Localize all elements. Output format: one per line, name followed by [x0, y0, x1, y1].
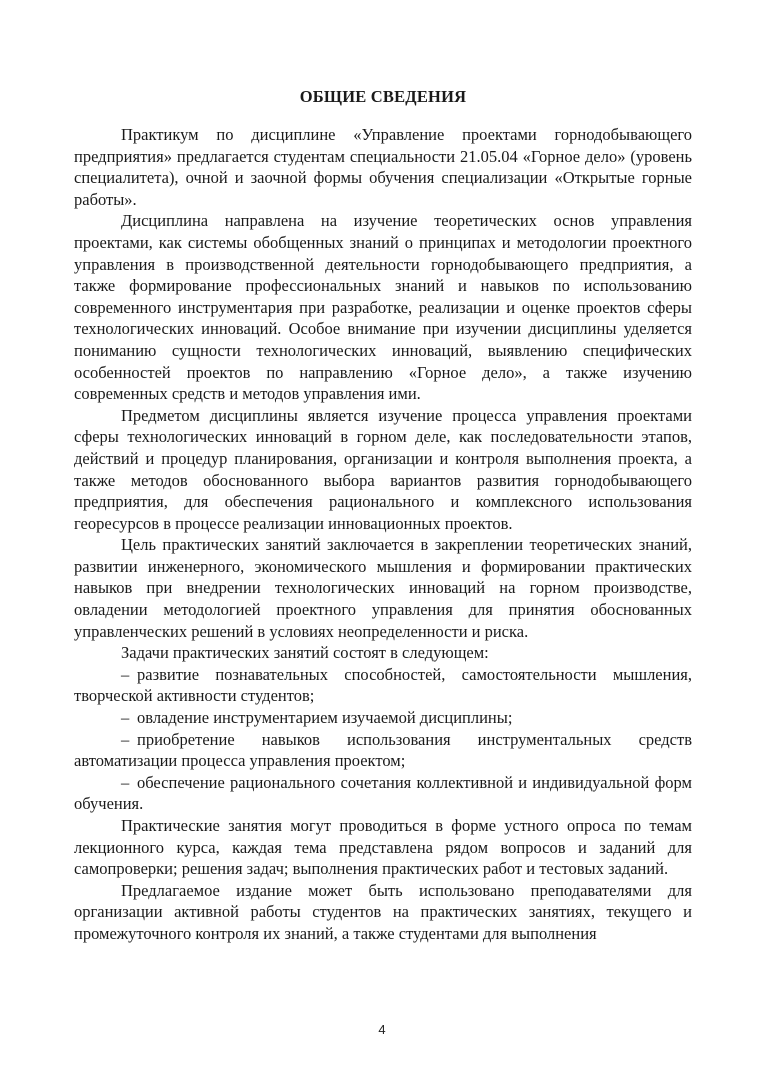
- task-text: обеспечение рационального сочетания коллективной и индивидуальной форм обучения.: [74, 772, 692, 814]
- section-heading: ОБЩИЕ СВЕДЕНИЯ: [299, 87, 467, 106]
- document-page: [74, 86, 692, 945]
- dash-bullet: –: [121, 729, 130, 749]
- task-list-item: [74, 707, 692, 729]
- dash-bullet: –: [121, 708, 130, 728]
- dash-bullet: –: [121, 772, 130, 792]
- task-text: приобретение навыков использования инструментальных средств автоматизации процесса управления проектом;: [74, 729, 692, 771]
- tasks-intro-paragraph: Задачи практических занятий состоят в следующем:: [121, 643, 489, 663]
- task-list-item: [74, 729, 692, 772]
- usage-paragraph: Предлагаемое издание может быть использовано преподавателями для организации активной работы студентов на практических занятиях, текущего и промежуточного контроля их знаний, а также студентами для выполнения: [74, 880, 692, 943]
- task-text: овладение инструментарием изучаемой дисциплины;: [137, 708, 513, 728]
- goal-paragraph: Цель практических занятий заключается в закреплении теоретических знаний, развитии инженерного, экономического мышления и формировании практических навыков при внедрении технологических инноваций на горном производстве, овладении методологией проектного управления для принятия обоснованных управленческих решений в условиях неопределенности и риска.: [74, 535, 692, 641]
- dash-bullet: –: [121, 664, 130, 684]
- format-paragraph: Практические занятия могут проводиться в форме устного опроса по темам лекционного курса, каждая тема представлена рядом вопросов и заданий для самопроверки; решения задач; выполнения практических работ и тестовых заданий.: [74, 816, 692, 879]
- subject-paragraph: Предметом дисциплины является изучение процесса управления проектами сферы технологических инноваций в горном деле, как последовательности этапов, действий и процедур планирования, организации и контроля выполнения проекта, а также методов обоснованного выбора вариантов развития горнодобывающего предприятия, для обеспечения рационального и комплексного использования георесурсов в процессе реализации инновационных проектов.: [74, 405, 692, 533]
- task-text: развитие познавательных способностей, самостоятельности мышления, творческой активности студентов;: [74, 664, 692, 706]
- task-list-item: [74, 772, 692, 815]
- discipline-paragraph: Дисциплина направлена на изучение теоретических основ управления проектами, как системы обобщенных знаний о принципах и методологии проектного управления в производственной деятельности горнодобывающего предприятия, а также формирование профессиональных знаний и навыков по использованию современного инструментария при разработке, реализации и оценке проектов сферы технологических инноваций. Особое внимание при изучении дисциплины уделяется пониманию сущности технологических инноваций, выявлению специфических особенностей проектов по направлению «Горное дело», а также изучению современных средств и методов управления ими.: [74, 211, 692, 404]
- page-number: 4: [378, 1022, 386, 1037]
- task-list-item: [74, 664, 692, 707]
- intro-paragraph: Практикум по дисциплине «Управление проектами горнодобывающего предприятия» предлагается студентам специальности 21.05.04 «Горное дело» (уровень специалитета), очной и заочной формы обучения специализации «Открытые горные работы».: [74, 125, 692, 209]
